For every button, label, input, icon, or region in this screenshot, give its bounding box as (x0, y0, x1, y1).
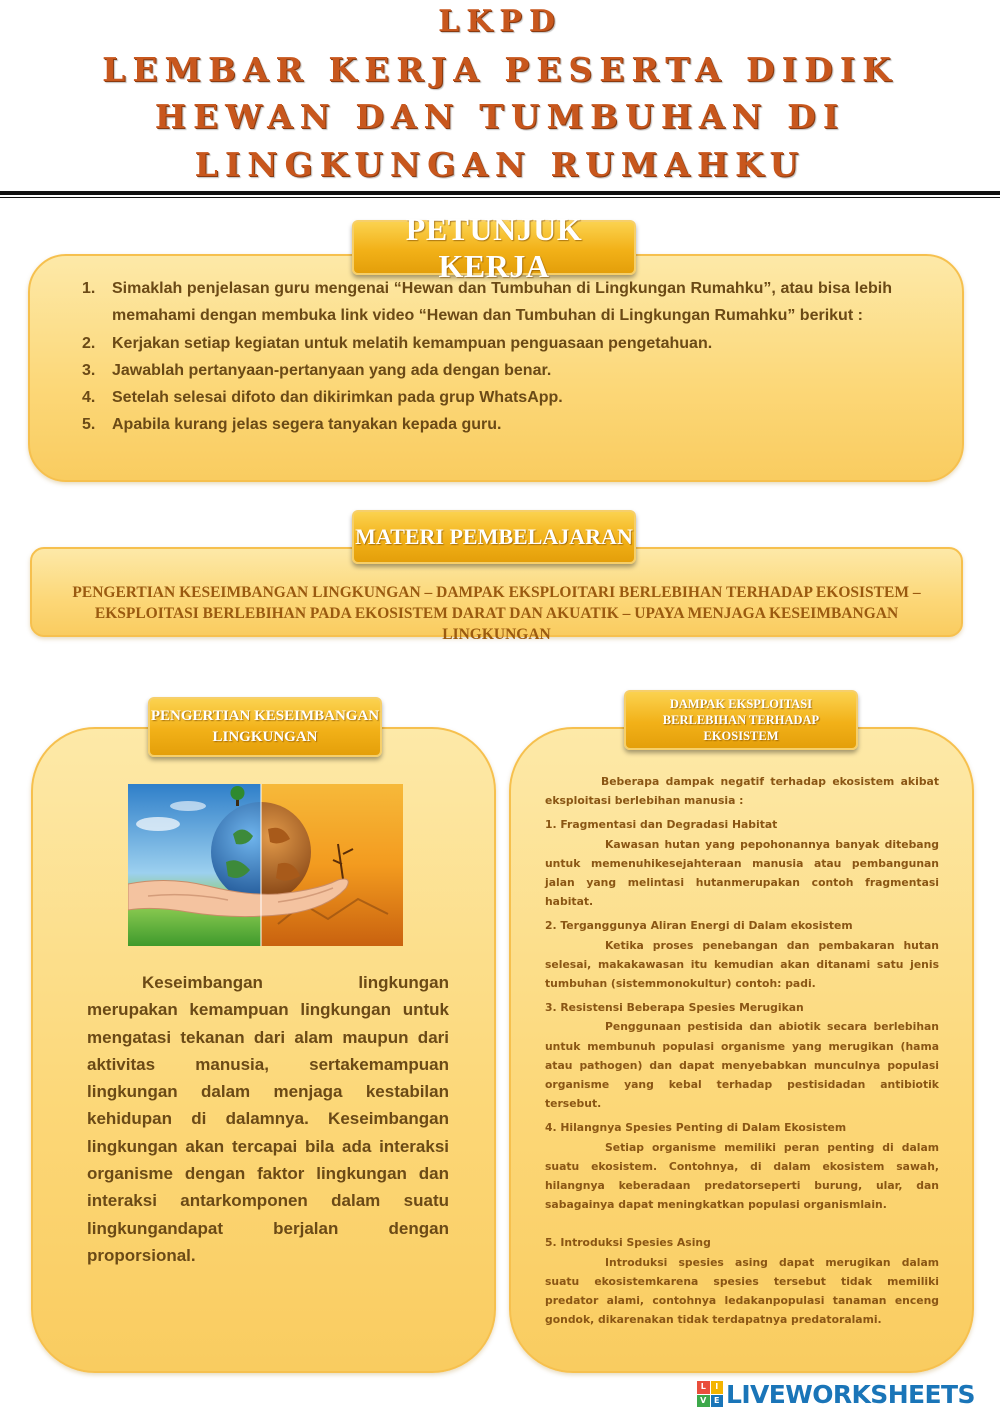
petunjuk-item-text: Jawablah pertanyaan-pertanyaan yang ada dengan benar. (112, 361, 552, 379)
dampak-item-body: Setiap organisme memiliki peran penting di dalam suatu ekosistem. Contohnya, di dalam ekosistem sawah, hilangnya keberadaan predatorseperti burung, ular, dan sabagainya dapat meningkatkan populasi organismlain. (545, 1140, 939, 1212)
pengertian-title: PENGERTIAN KESEIMBANGAN LINGKUNGAN (148, 697, 382, 757)
petunjuk-item-text: Kerjakan setiap kegiatan untuk melatih kemampuan penguasaan pengetahuan. (112, 334, 713, 352)
pengertian-text: Keseimbangan lingkungan merupakan kemampuan lingkungan untuk mengatasi tekanan dari alam maupun dari aktivitas manusia, sertakemampuan lingkungan dalam menjaga kestabilan kehidupan di dalamnya. Keseimbangan lingkungan akan tercapai bila ada interaksi organisme dengan faktor lingkungan dan interaksi antarkomponen dalam suatu lingkungandapat berjalan dengan proporsional. (87, 973, 449, 1265)
materi-title: MATERI PEMBELAJARAN (352, 510, 636, 564)
spacer (545, 1214, 939, 1228)
dampak-title: DAMPAK EKSPLOITASI BERLEBIHAN TERHADAP EKOSISTEM (624, 690, 858, 750)
petunjuk-item-number: 4. (82, 389, 96, 407)
dampak-content (545, 772, 939, 1329)
title-topic-line2: LINGKUNGAN RUMAHKU (194, 145, 806, 184)
header-divider (0, 191, 1000, 195)
dampak-item-title: 4. Hilangnya Spesies Penting di Dalam Ekosistem (545, 1121, 847, 1135)
title-topic-line1: HEWAN DAN TUMBUHAN DI (154, 97, 846, 136)
page-header (0, 0, 1000, 200)
title-lembar-kerja: LEMBAR KERJA PESERTA DIDIK (102, 50, 898, 89)
logo-cell-v: V (697, 1395, 710, 1408)
title-lkpd: LKPD (438, 4, 562, 39)
dampak-item-body: Kawasan hutan yang pepohonannya banyak ditebang untuk memenuhikesejahteraan manusia atau pembangunan jalan yang melintasi hutanmerupakan contoh fragmentasi habitat. (545, 837, 939, 909)
liveworksheets-logo[interactable] (697, 1379, 975, 1409)
logo-cell-i: I (711, 1381, 724, 1394)
petunjuk-title: PETUNJUK KERJA (352, 220, 636, 275)
dampak-intro: Beberapa dampak negatif terhadap ekosistem akibat eksploitasi berlebihan manusia : (545, 775, 939, 808)
petunjuk-item-text: Apabila kurang jelas segera tanyakan kepada guru. (112, 416, 502, 434)
dampak-item-title: 5. Introduksi Spesies Asing (545, 1236, 711, 1250)
logo-cell-l: L (697, 1381, 710, 1394)
liveworksheets-wordmark: LIVEWORKSHEETS (726, 1379, 975, 1409)
petunjuk-item-text: Simaklah penjelasan guru mengenai “Hewan dan Tumbuhan di Lingkungan Rumahku”, atau bisa lebih memahami dengan membuka link video “Hewan dan Tumbuhan di Lingkungan Rumahku” berikut : (112, 280, 892, 325)
dampak-item-title: 3. Resistensi Beberapa Spesies Merugikan (545, 1001, 804, 1015)
petunjuk-item-text: Setelah selesai difoto dan dikirimkan pada grup WhatsApp. (112, 389, 563, 407)
petunjuk-item (80, 357, 892, 384)
materi-topics: PENGERTIAN KESEIMBANGAN LINGKUNGAN – DAMPAK EKSPLOITARI BERLEBIHAN TERHADAP EKOSISTEM – EKSPLOITASI BERLEBIHAN PADA EKOSISTEM DARAT DAN AKUATIK – UPAYA MENJAGA KESEIMBANGAN LINGKUNGAN (72, 584, 921, 643)
petunjuk-item (80, 275, 892, 330)
dampak-item-title: 1. Fragmentasi dan Degradasi Habitat (545, 818, 778, 832)
dampak-item-body: Penggunaan pestisida dan abiotik secara berlebihan untuk membunuh populasi organisme yang merugikan (hama atau pathogen) dan dapat menyebabkan munculnya populasi organisme yang kebal terhadap pestisidadan antibiotik tersebut. (545, 1020, 939, 1111)
liveworksheets-icon (697, 1381, 723, 1407)
petunjuk-item-number: 5. (82, 416, 96, 434)
petunjuk-item (80, 384, 892, 411)
petunjuk-item-number: 3. (82, 361, 96, 379)
petunjuk-item (80, 411, 892, 438)
petunjuk-list (80, 275, 892, 439)
dampak-item-body: Introduksi spesies asing dapat merugikan dalam suatu ekosistemkarena spesies tersebut tidak memiliki predator alami, contohnya ledakanpopulasi tanaman enceng gondok, dikarenakan tidak terdapatnya predatoralami. (545, 1255, 939, 1327)
dampak-item-body: Ketika proses penebangan dan pembakaran hutan selesai, makakawasan itu kemudian akan ditanami satu jenis tumbuhan (sistemmonokultur) contoh: padi. (545, 938, 939, 991)
petunjuk-item-number: 2. (82, 334, 96, 352)
dampak-item-title: 2. Terganggunya Aliran Energi di Dalam ekosistem (545, 919, 853, 933)
petunjuk-item (80, 330, 892, 357)
earth-in-hands-illustration (128, 784, 403, 946)
header-divider-thin (0, 197, 1000, 198)
logo-cell-e: E (711, 1395, 724, 1408)
petunjuk-item-number: 1. (82, 280, 96, 297)
